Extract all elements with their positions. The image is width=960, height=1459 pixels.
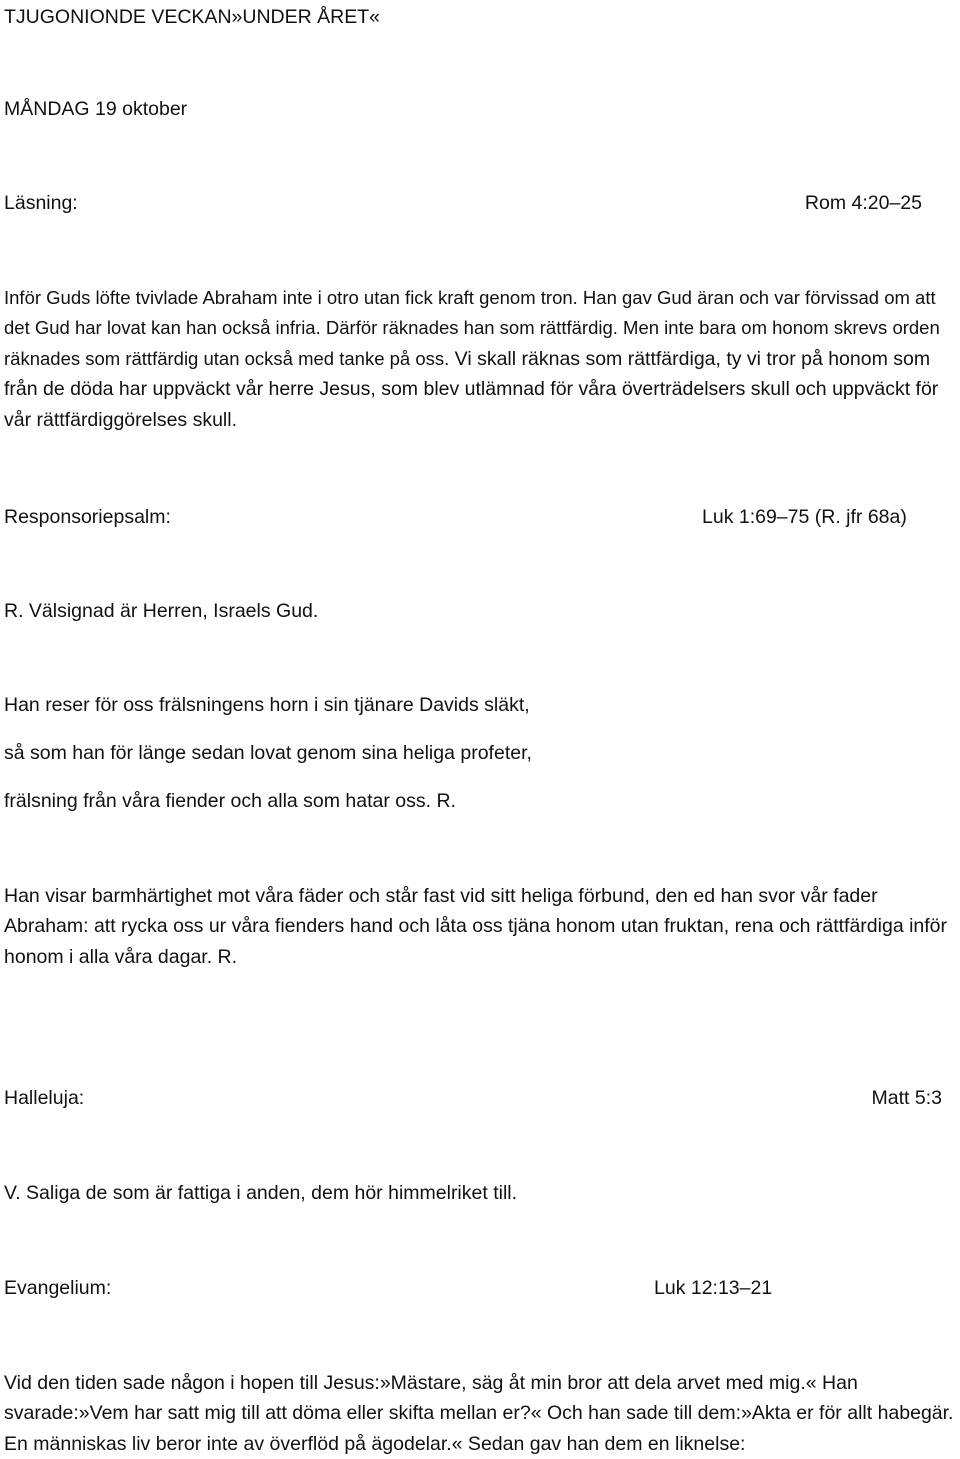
alleluia-reference: Matt 5:3 bbox=[871, 1087, 942, 1109]
psalm-verse-line: så som han för länge sedan lovat genom sina heliga profeter, bbox=[4, 742, 532, 764]
alleluia-label: Halleluja: bbox=[4, 1087, 85, 1109]
psalm-verse-line: Han reser för oss frälsningens horn i sin tjänare Davids släkt, bbox=[4, 694, 530, 716]
reading-text-part1: Inför Guds löfte tvivlade Abraham inte i otro utan fick kraft genom tron. Han gav Gud äran och var förvissad om att det Gud har lovat kan han också infria. Därför räknades han som rättfärdig. Men inte bara om honom skrevs orden räknades som rättfärdig utan också med tanke på oss. bbox=[4, 287, 940, 369]
day-title: MÅNDAG 19 oktober bbox=[4, 98, 188, 120]
reading-text bbox=[4, 283, 954, 435]
psalm-verse-line: frälsning från våra fiender och alla som hatar oss. R. bbox=[4, 790, 456, 812]
reading-reference: Rom 4:20–25 bbox=[804, 192, 922, 214]
gospel-reference: Luk 12:13–21 bbox=[654, 1277, 773, 1299]
psalm-reference: Luk 1:69–75 (R. jfr 68a) bbox=[702, 506, 907, 528]
gospel-label: Evangelium: bbox=[4, 1277, 112, 1299]
alleluia-verse: V. Saliga de som är fattiga i anden, dem hör himmelriket till. bbox=[4, 1182, 518, 1204]
reading-label: Läsning: bbox=[4, 192, 78, 214]
reading-text-part2: Vi skall räknas som rättfärdiga, ty vi tror på honom som från de döda har uppväckt vår herre Jesus, som blev utlämnad för våra överträdelsers skull och uppväckt för vår rättfärdiggörelses skull. bbox=[4, 347, 939, 431]
gospel-text: Vid den tiden sade någon i hopen till Jesus:»Mästare, säg åt min bror att dela arvet med mig.« Han svarade:»Vem har satt mig till att döma eller skifta mellan er?« Och han sade till dem:»Akta er för allt habegär. En människas liv beror inte av överflöd på ägodelar.« Sedan gav han dem en liknelse: bbox=[4, 1372, 954, 1455]
psalm-response: R. Välsignad är Herren, Israels Gud. bbox=[4, 600, 319, 622]
psalm-label: Responsoriepsalm: bbox=[4, 506, 171, 528]
psalm-stanza: Han visar barmhärtighet mot våra fäder och står fast vid sitt heliga förbund, den ed han svor vår fader Abraham: att rycka oss ur våra fienders hand och låta oss tjäna honom utan fruktan, rena och rättfärdiga inför honom i alla våra dagar. R. bbox=[4, 885, 948, 968]
week-title: TJUGONIONDE VECKAN»UNDER ÅRET« bbox=[4, 6, 380, 28]
